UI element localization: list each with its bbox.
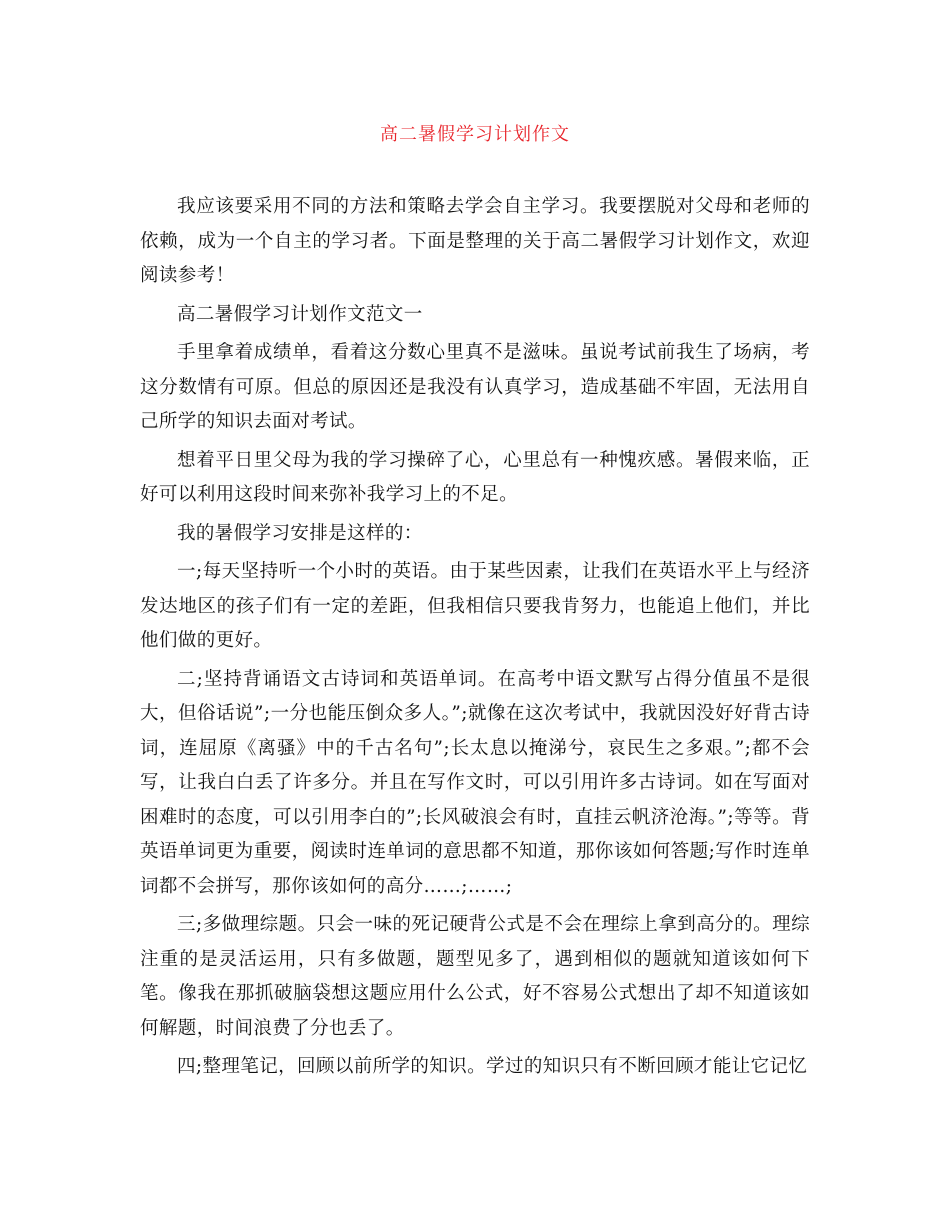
paragraph-plan-one: 一;每天坚持听一个小时的英语。由于某些因素，让我们在英语水平上与经济发达地区的孩子们有一定的差距，但我相信只要我肯努力，也能追上他们，并比他们做的更好。 (140, 561, 810, 651)
paragraph-plan-four: 四;整理笔记，回顾以前所学的知识。学过的知识只有不断回顾才能让它记忆 (177, 1056, 808, 1077)
paragraph-subheading: 高二暑假学习计划作文范文一 (177, 303, 423, 325)
paragraph-report-card: 手里拿着成绩单，看着这分数心里真不是滋味。虽说考试前我生了场病，考这分数情有可原。但总的原因还是我没有认真学习，造成基础不牢固，无法用自己所学的知识去面对考试。 (140, 342, 810, 432)
document-title: 高二暑假学习计划作文 (380, 124, 570, 145)
paragraph-plan-three: 三;多做理综题。只会一味的死记硬背公式是不会在理综上拿到高分的。理综注重的是灵活运用，只有多做题，题型见多了，遇到相似的题就知道该如何下笔。像我在那抓破脑袋想这题应用什么公式，好不容易公式想出了却不知道该如何解题，时间浪费了分也丢了。 (140, 914, 810, 1039)
paragraph-intro: 我应该要采用不同的方法和策略去学会自主学习。我要摆脱对父母和老师的依赖，成为一个自主的学习者。下面是整理的关于高二暑假学习计划作文，欢迎阅读参考！ (140, 196, 810, 286)
paragraph-plan-two: 二;坚持背诵语文古诗词和英语单词。在高考中语文默写占得分值虽不是很大，但俗话说”;一分也能压倒众多人。”;就像在这次考试中，我就因没好好背古诗词，连屈原《离骚》中的千古名句”;长太息以掩涕兮，哀民生之多艰。”;都不会写，让我白白丢了许多分。并且在写作文时，可以引用许多古诗词。如在写面对困难时的态度，可以引用李白的”;长风破浪会有时，直挂云帆济沧海。”;等等。背英语单词更为重要，阅读时连单词的意思都不知道，那你该如何答题;写作时连单词都不会拼写，那你该如何的高分……;……; (140, 668, 810, 897)
paragraph-parents: 想着平日里父母为我的学习操碎了心，心里总有一种愧疚感。暑假来临，正好可以利用这段时间来弥补我学习上的不足。 (140, 449, 810, 505)
paragraph-plan-intro: 我的暑假学习安排是这样的： (177, 522, 423, 544)
document-body (140, 190, 810, 1085)
